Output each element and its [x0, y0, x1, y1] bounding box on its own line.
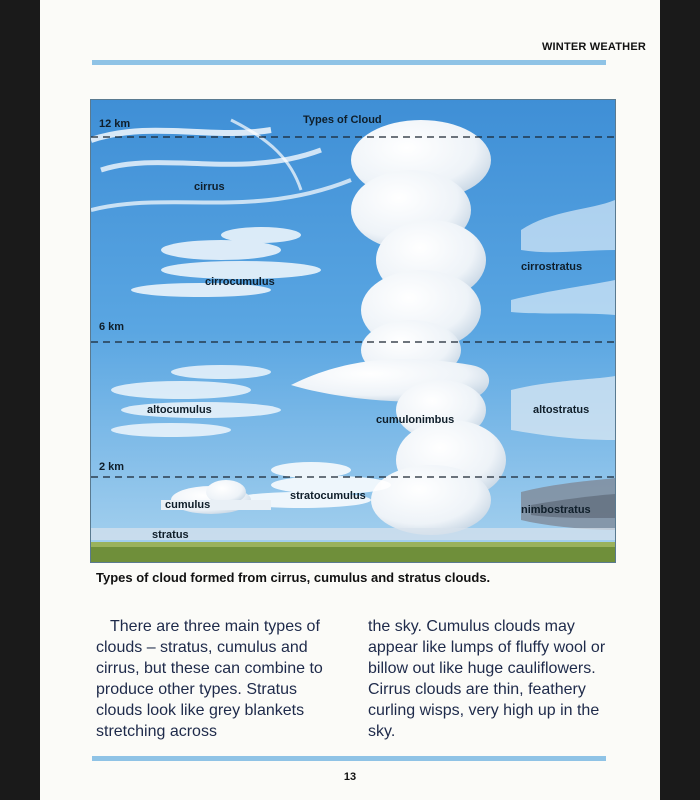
cloud-label-stratocumulus: stratocumulus — [290, 490, 366, 502]
cloud-label-altocumulus: altocumulus — [147, 404, 212, 416]
section-header: WINTER WEATHER — [541, 41, 646, 53]
cloud-illustration — [90, 99, 616, 563]
cloud-label-cumulonimbus: cumulonimbus — [376, 414, 455, 426]
cloud-label-cirrus: cirrus — [194, 181, 225, 193]
altitude-label-12km: 12 km — [99, 118, 131, 130]
body-text-column-2: the sky. Cumulus clouds may appear like lumps of fluffy wool or billow out like huge cauliflowers. Cirrus clouds are thin, feathery curling wisps, very high up in the sky. — [368, 618, 606, 740]
cloud-label-cumulus: cumulus — [165, 499, 211, 511]
page-number: 13 — [343, 771, 357, 783]
figure-title: Types of Cloud — [303, 114, 382, 126]
figure-caption: Types of cloud formed from cirrus, cumulus and stratus clouds. — [96, 570, 491, 585]
cloud-label-cirrocumulus: cirrocumulus — [205, 276, 275, 288]
cloud-label-stratus: stratus — [152, 529, 189, 541]
cloud-label-cirrostratus: cirrostratus — [521, 261, 583, 273]
altitude-label-2km: 2 km — [99, 461, 125, 473]
book-page — [40, 0, 660, 800]
bottom-rule — [92, 756, 606, 761]
altitude-label-6km: 6 km — [99, 321, 125, 333]
body-text-column-1: There are three main types of clouds – stratus, cumulus and cirrus, but these can combine to produce other types. Stratus clouds look like grey blankets stretching across — [96, 618, 323, 740]
cloud-label-nimbostratus: nimbostratus — [521, 504, 591, 516]
cloud-label-altostratus: altostratus — [533, 404, 590, 416]
top-rule — [92, 60, 606, 65]
